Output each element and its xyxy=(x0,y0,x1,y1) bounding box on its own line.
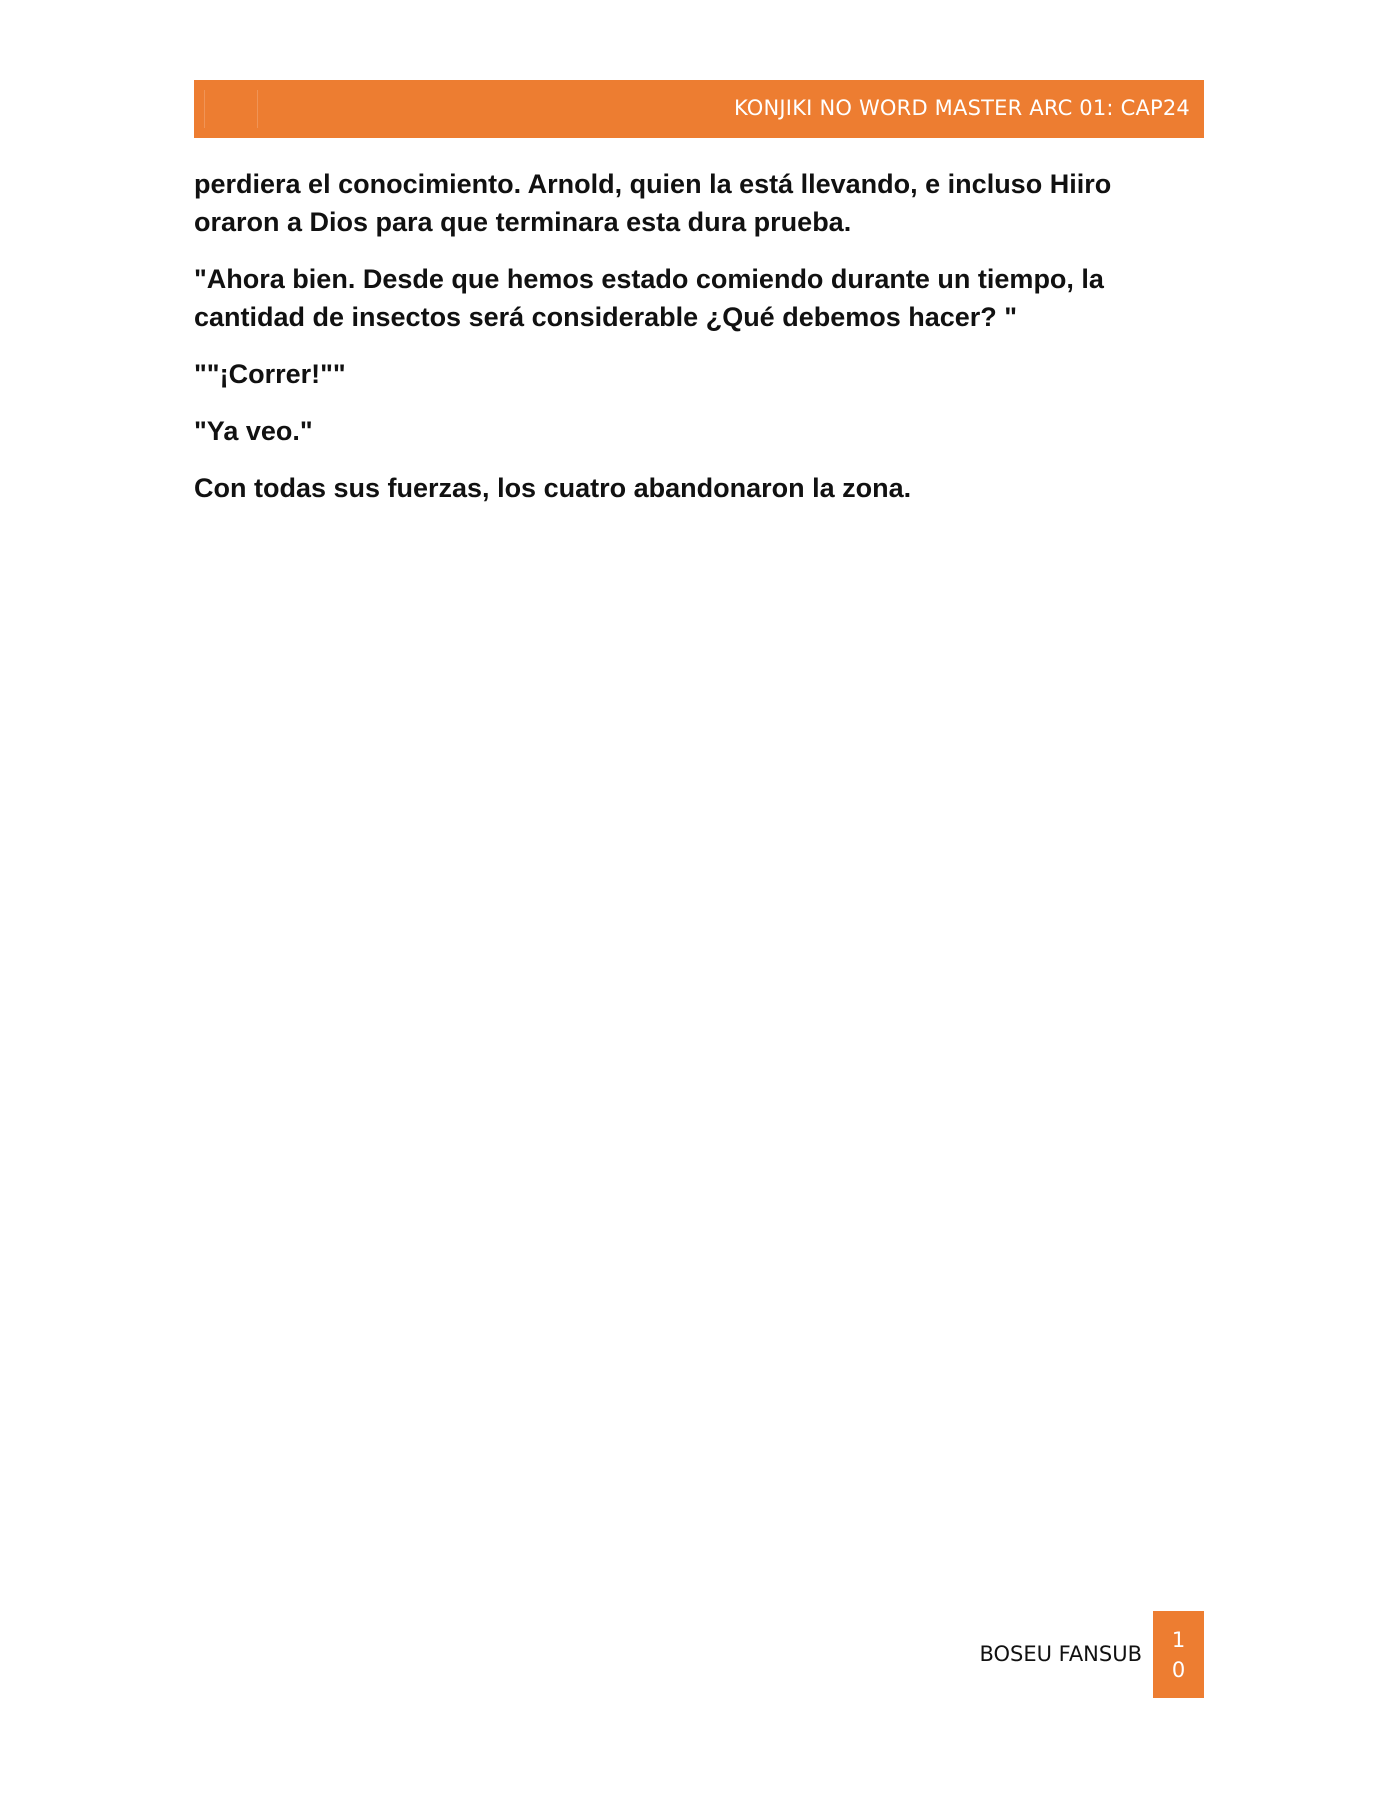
paragraph: "Ahora bien. Desde que hemos estado comiendo durante un tiempo, la cantidad de insectos será considerable ¿Qué debemos hacer? " xyxy=(194,264,1104,332)
header-title: KONJIKI NO WORD MASTER ARC 01: CAP24 xyxy=(733,96,1190,120)
footer-label: BOSEU FANSUB xyxy=(979,1642,1142,1666)
paragraph: "Ya veo." xyxy=(194,416,313,446)
paragraph: perdiera el conocimiento. Arnold, quien la está llevando, e incluso Hiiro oraron a Dios para que terminara esta dura prueba. xyxy=(194,169,1112,237)
document-body xyxy=(194,165,1204,526)
paragraph: ""¡Correr!"" xyxy=(194,359,346,389)
header-decorative-block xyxy=(204,90,258,128)
page-number-box xyxy=(1153,1611,1204,1698)
page-header-band xyxy=(194,80,1204,138)
paragraph: Con todas sus fuerzas, los cuatro abandonaron la zona. xyxy=(194,473,912,503)
page-number-digit: 0 xyxy=(1171,1657,1186,1682)
page-number-digit: 1 xyxy=(1171,1627,1186,1652)
